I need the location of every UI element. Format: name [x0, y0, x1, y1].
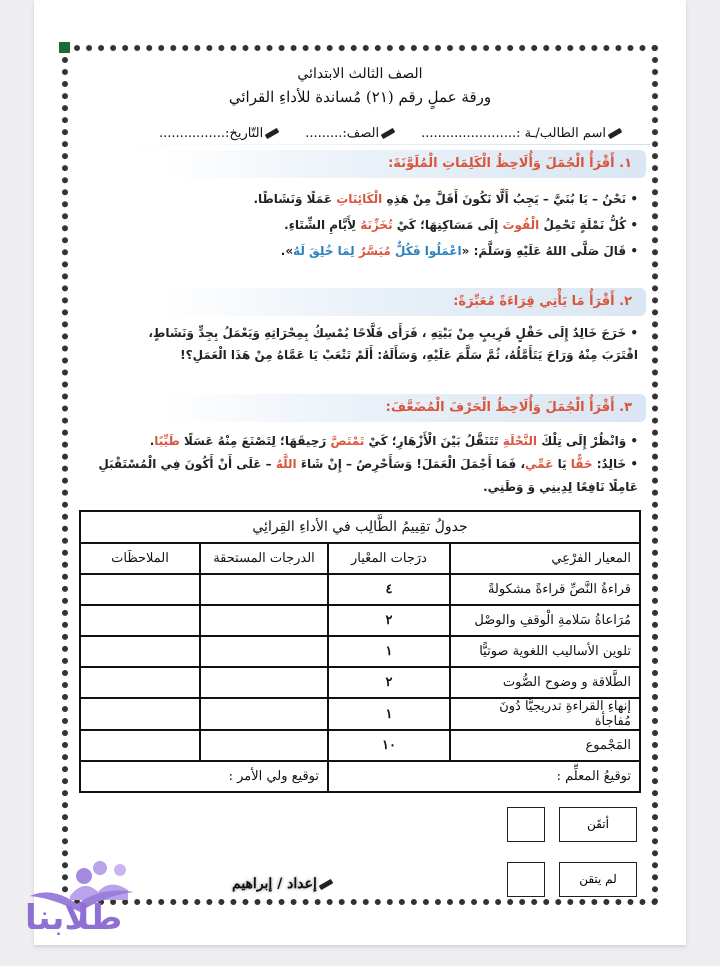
table-row [80, 667, 640, 698]
text-segment: يَا [553, 457, 571, 471]
column-header-notes: الملاحظَات [80, 543, 200, 574]
text-segment: ، فَمَا أَجْمَلَ الْعَمَلَ! وَسَأَحْرِصُ – إِنْ شَاءَ [296, 457, 526, 471]
text-segment: • وَانْظُرْ إِلَى تِلْكَ [537, 434, 638, 448]
logo-text: طلابنا [25, 898, 123, 938]
highlighted-word: حَقًّا [570, 457, 593, 471]
section-3-lines [78, 430, 638, 499]
grade-title: الصف الثالث الابتدائي [297, 66, 423, 82]
table-row [80, 730, 640, 761]
section-3-heading: ٣. أَقْرَأُ الْجُمَلَ وَأُلَاحِظُ الْحَرْفَ الْمُضَعَّفَ: [166, 394, 646, 422]
earned-cell[interactable] [200, 605, 328, 636]
highlighted-word: تَمْتَصَّ [330, 434, 365, 448]
degree-cell: ٤ [328, 574, 450, 605]
student-name-field[interactable]: اسم الطالب/ـة :....................... [421, 126, 622, 141]
text-segment: إِلَى مَسَاكِنِهَا؛ كَيْ [392, 218, 503, 232]
text-segment: تَتَنَقَّلُ بَيْنَ الْأَزْهَارِ؛ كَيْ [364, 434, 503, 448]
section-1-heading: ١. أَقْرَأُ الْجُمَلَ وَأُلَاحِظُ الْكَلِمَاتِ الْمُلَوَّنَةَ: [166, 150, 646, 178]
pencil-icon [608, 128, 623, 139]
highlighted-word: مُيَسَّرٌ [358, 244, 391, 258]
criterion-cell: قراءةُ النَّصِّ قراءةً مشكولةً [450, 574, 640, 605]
criterion-cell: المَجْموع [450, 730, 640, 761]
notes-cell[interactable] [80, 698, 200, 730]
author-credit: إعداد / إبراهيم [232, 876, 333, 892]
text-segment: • كُلُّ نَمْلَةٍ تَحْمِلُ [539, 218, 638, 232]
text-segment: ». [280, 244, 294, 258]
section-2-heading: ٢. أَقْرَأُ مَا يَأْتِي قِرَاءَةً مُعَبِّرَةً: [166, 288, 646, 316]
degree-cell: ٢ [328, 667, 450, 698]
text-line [78, 186, 638, 212]
text-segment: • قَالَ صَلَّى اللهُ عَلَيْهِ وَسَلَّمَ: « [461, 244, 638, 258]
highlighted-word: تُخَزِّنَهُ [360, 218, 393, 232]
table-row [80, 636, 640, 667]
text-line [78, 430, 638, 453]
earned-cell[interactable] [200, 667, 328, 698]
worksheet-title: ورقة عملٍ رقم (٢١) مُساندة للأداءِ القرائي [228, 88, 492, 106]
highlighted-word: الْقُوتَ [502, 218, 540, 232]
text-segment: عَمَلًا وَنَشَاطًا. [253, 192, 337, 206]
earned-cell[interactable] [200, 698, 328, 730]
criterion-cell: مُرَاعاةُ سَلامةِ الْوقفِ والوصْل [450, 605, 640, 636]
highlighted-word: النَّحْلَةِ [502, 434, 538, 448]
notes-cell[interactable] [80, 730, 200, 761]
text-line [78, 238, 638, 264]
table-header-row [80, 543, 640, 574]
criterion-cell: الطَّلاقة و وضوح الصُّوت [450, 667, 640, 698]
text-segment: لِأَيَّامِ الشِّتَاءِ. [284, 218, 361, 232]
text-segment: • خَرَجَ خَالِدٌ إِلَى حَقْلٍ قَرِيبٍ مِنْ بَيْتِهِ ، فَرَأَى فَلَّاحًا يُمْسِكُ بِمِحْرَاثِهِ وَيَعْمَلُ بِجِدٍّ وَنَشَاطٍ، [148, 326, 638, 340]
date-field[interactable]: التّاريخ:................ [159, 126, 279, 141]
text-segment: • خَالِدٌ: [592, 457, 638, 471]
notes-cell[interactable] [80, 605, 200, 636]
text-line [78, 322, 638, 344]
text-segment: رَحِيقَهَا؛ لِتَصْنَعَ مِنْهُ عَسَلًا [179, 434, 331, 448]
pencil-icon [265, 128, 280, 139]
pencil-icon [381, 128, 396, 139]
student-info-row [82, 126, 622, 141]
text-segment: اقْتَرَبَ مِنْهُ وَرَاحَ يَتَأَمَّلُهُ، ثُمَّ سَلَّمَ عَلَيْهِ، وَسَأَلَهُ: أَلَمْ تَتْعَبْ يَا عَمَّاهُ مِنْ هَذَا الْعَمَلِ؟! [180, 348, 638, 362]
text-segment: – عَلَى أَنْ أَكُونَ فِي الْمُسْتَقْبَلِ [98, 457, 276, 471]
pencil-icon [319, 878, 334, 889]
column-header-degree: درَجات المعْيار [328, 543, 450, 574]
text-line [78, 344, 638, 366]
highlighted-word: اعْمَلُوا فَكُلٌّ [390, 244, 462, 258]
table-row [80, 698, 640, 730]
text-line [78, 212, 638, 238]
highlighted-word: لِمَا خُلِقَ لَهُ [293, 244, 359, 258]
not-mastered-checkbox[interactable] [507, 862, 545, 897]
degree-cell: ١ [328, 636, 450, 667]
criterion-cell: إنهاءِ القراءةِ تدريجيًّا دُونَ مُفاجأة [450, 698, 640, 730]
class-field[interactable]: الصف:......... [305, 126, 395, 141]
section-1-lines [78, 186, 638, 264]
degree-cell: ٢ [328, 605, 450, 636]
earned-cell[interactable] [200, 574, 328, 605]
text-segment: • نَحْنُ – يَا بُنَيَّ – يَجِبُ أَلَّا نَكُونَ أَقَلَّ مِنْ هَذِهِ [382, 192, 638, 206]
notes-cell[interactable] [80, 636, 200, 667]
mastered-label: أتقَن [559, 807, 637, 842]
degree-cell: ١٠ [328, 730, 450, 761]
highlighted-word: طَيِّبًا [154, 434, 180, 448]
text-segment: . [149, 434, 155, 448]
not-mastered-label: لم يتقن [559, 862, 637, 897]
earned-cell[interactable] [200, 636, 328, 667]
highlighted-word: الْكَائِنَاتِ [336, 192, 383, 206]
criterion-cell: تلوين الأساليب اللغوية صوتيًّا [450, 636, 640, 667]
border-corner-mark [59, 42, 70, 53]
table-caption: جدولُ تقِييمُ الطَّالِب في الأداءِ القِرائِي [80, 511, 640, 543]
mastered-checkbox[interactable] [507, 807, 545, 842]
teacher-signature[interactable]: توقيعُ المعلِّم : [328, 761, 640, 792]
text-segment: عَامِلًا نَافِعًا لِدِينِي وَ وَطَنِي. [483, 480, 638, 494]
divider [90, 144, 650, 145]
degree-cell: ١ [328, 698, 450, 730]
highlighted-word: اللَّهُ [275, 457, 297, 471]
section-2-lines [78, 322, 638, 366]
table-row [80, 574, 640, 605]
notes-cell[interactable] [80, 574, 200, 605]
guardian-signature[interactable]: توقيع ولي الأمر : [80, 761, 328, 792]
earned-cell[interactable] [200, 730, 328, 761]
highlighted-word: عَمِّي [525, 457, 554, 471]
text-line [78, 476, 638, 499]
notes-cell[interactable] [80, 667, 200, 698]
evaluation-table [79, 510, 641, 793]
text-line [78, 453, 638, 476]
table-row [80, 605, 640, 636]
signature-row [80, 761, 640, 792]
column-header-criterion: المعيار الفرْعِي [450, 543, 640, 574]
column-header-earned: الدرجات المستحقة [200, 543, 328, 574]
